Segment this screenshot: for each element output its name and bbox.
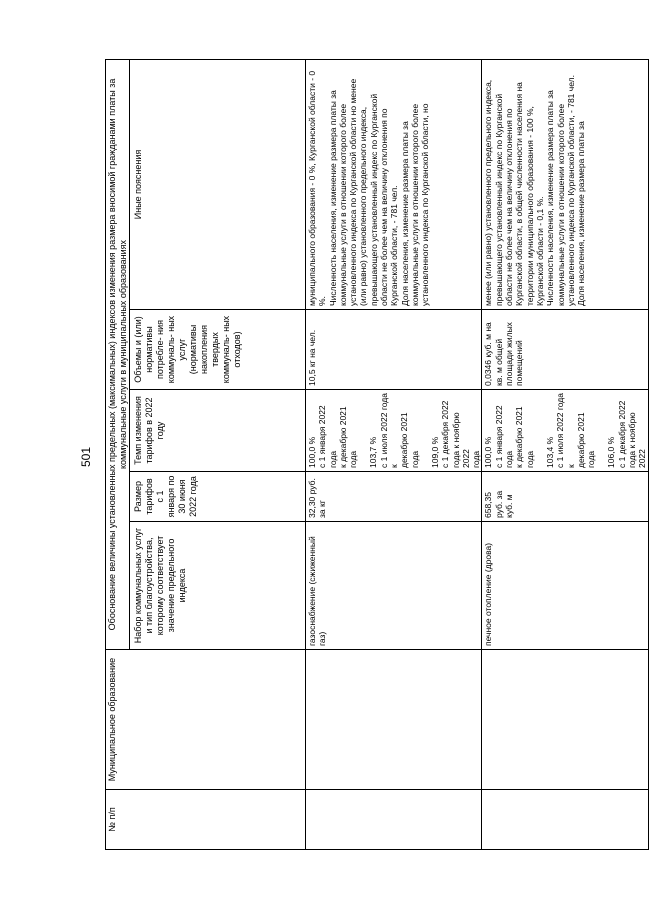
rate-line: 100,0 % [483, 436, 494, 468]
rotated-table-wrapper [105, 60, 648, 850]
rate-line: года к ноябрю 2022 [450, 412, 471, 468]
rate-line: с 1 января 2022 года [317, 405, 338, 468]
rate-line: с 1 декабря 2022 [616, 400, 627, 468]
rate-line: года [471, 450, 482, 468]
rate-line: с 1 июля 2022 года к [555, 393, 576, 468]
page-number: 501 [79, 446, 93, 468]
tariff-justification-table [105, 59, 649, 850]
header-justification-group: Обоснование величины установленных предельных (максимальных) индексов изменения размера вносимой гражданами платы за коммунальные услуги в муниципальных образованиях [106, 59, 130, 649]
notes-paragraph: Доля населения, изменение размера платы за коммунальные услуги в отношении которого более установленного индекса по Курганской области, но [399, 103, 431, 306]
row-municipality-cell [482, 650, 648, 790]
table-row [306, 59, 482, 849]
row-municipality-cell [306, 650, 482, 790]
row-number-cell [482, 790, 648, 850]
header-other-notes: Иные пояснения [130, 59, 306, 309]
notes-paragraph: менее (или равно) установленного предельного индекса, превышающего установленный индекс по Курганской области не более чем на величину отклонения по Курганской области, в общей численности населения на территории муниципального образования - 100 %, Курганской области - 0,1 %. [483, 79, 545, 306]
rate-line: 103,7 % [368, 436, 379, 468]
header-service-set: Набор коммунальных услуг и тип благоустройства, которому соответствует значение предельного индекса [130, 522, 306, 650]
row-notes-cell [306, 59, 482, 309]
rate-line: с 1 января 2022 года [493, 405, 515, 468]
rate-gap [596, 393, 606, 468]
rate-line: с 1 июля 2022 года к [378, 393, 400, 468]
header-municipality: Муниципальное образование [106, 650, 306, 790]
row-rate-cell [306, 390, 482, 472]
row-number-cell [306, 790, 482, 850]
notes-paragraph: Доля населения, изменение размера платы за [576, 121, 587, 306]
row-rate-cell [482, 390, 648, 472]
rate-line: 106,0 % [606, 436, 617, 468]
rate-line: 109,0 % [429, 436, 440, 468]
rate-gap [420, 393, 430, 468]
row-volume-cell: 0,0346 куб. м на кв. м общей площади жилых помещений [482, 310, 648, 390]
rate-line: с 1 декабря 2022 [440, 400, 451, 468]
table-row [482, 59, 648, 849]
row-tariff-cell: 32,30 руб. за кг [306, 472, 482, 522]
rate-line: к декабрю 2021 года [514, 406, 535, 468]
row-volume-cell: 10,5 кг на чел. [306, 310, 482, 390]
rate-line: года к ноябрю 2022 [627, 412, 648, 468]
rate-line: 100,0 % [307, 436, 317, 468]
row-tariff-cell: 658,35 руб. за куб. м [482, 472, 648, 522]
notes-paragraph: Численность населения, изменение размера платы за коммунальные услуги в отношении которого более установленного индекса по Курганской области, - 781 чел. [545, 75, 576, 306]
header-number: № п/п [106, 790, 306, 850]
notes-paragraph: Численность населения, изменение размера платы за коммунальные услуги в отношении которого более установленного индекса по Курганской области но менее (или равно) установленного предельного индекса, превышающего установленный индекс по Курганской области не более чем на величину отклонения по Курганской области, - 781 чел. [327, 78, 400, 306]
header-tariff-rate: Темп изменения тарифов в 2022 году [130, 390, 306, 472]
notes-paragraph: муниципального образования - 0 %, Курганской области - 0 %. [307, 70, 328, 306]
row-service-cell: печное отопление (дрова) [482, 522, 648, 650]
rate-line: 103,4 % [544, 436, 555, 468]
header-consumption-volume: Объемы и (или) нормативы потребле- ния коммуналь- ных услуг (нормативы накопления твердых коммуналь- ных отходов) [130, 310, 306, 390]
rate-line: декабрю 2021 года [575, 412, 597, 468]
rate-gap [358, 393, 368, 468]
row-service-cell: газоснабжение (сжиженный газ) [306, 522, 482, 650]
rate-line: декабрю 2021 года [399, 412, 420, 468]
header-tariff-size: Размер тарифов с 1 января по 30 июня 2022 года [130, 472, 306, 522]
rate-gap [535, 393, 545, 468]
row-notes-cell [482, 59, 648, 309]
rate-line: к декабрю 2021 года [337, 406, 359, 468]
